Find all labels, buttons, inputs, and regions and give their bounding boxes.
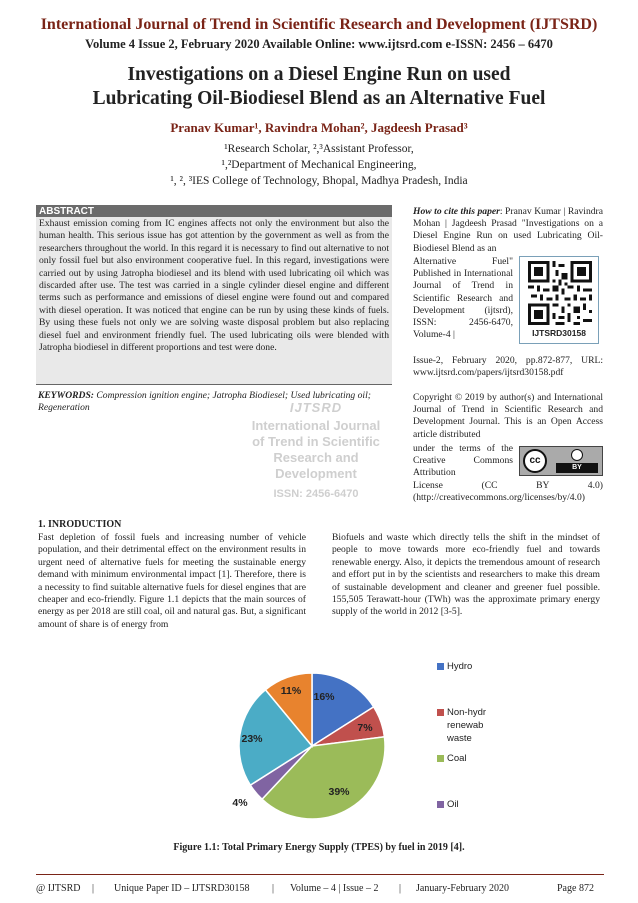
abstract-heading: ABSTRACT	[36, 205, 392, 217]
journal-watermark	[226, 400, 406, 525]
legend-swatch	[437, 755, 444, 762]
footer-paper-id: Unique Paper ID – IJTSRD30158	[114, 883, 250, 894]
watermark-issn: ISSN: 2456-6470	[273, 488, 359, 500]
pie-data-label: 39%	[328, 786, 350, 798]
copyright-text-narrow: under the terms of the Creative Commons Attribution	[413, 443, 513, 479]
legend-swatch	[437, 709, 444, 716]
citation-text-top: : Pranav Kumar | Ravindra Mohan | Jagdeesh Prasad "Investigations on a Diesel Engine Run on used Lubricating Oil-Biodiesel Blend as an	[413, 206, 603, 254]
footer-sep-2: |	[272, 883, 275, 894]
abstract-box	[36, 205, 392, 385]
footer-page: Page 872	[557, 883, 594, 894]
title-line-1: Investigations on a Diesel Engine Run on used	[127, 64, 511, 85]
citation-top	[413, 206, 603, 255]
pie-data-label: 23%	[241, 733, 263, 745]
citation-text-bottom: Issue-2, February 2020, pp.872-877, URL: www.ijtsrd.com/papers/ijtsrd30158.pdf	[413, 355, 603, 379]
watermark-line-2: of Trend in Scientific	[252, 434, 380, 449]
legend-label: waste	[447, 733, 472, 744]
footer-sep-1: |	[92, 883, 95, 894]
pie-data-label: 7%	[357, 722, 373, 734]
title-line-2: Lubricating Oil-Biodiesel Blend as an Alternative Fuel	[92, 88, 546, 109]
legend-label: Non-hydr	[447, 707, 487, 718]
pie-data-label: 16%	[313, 691, 335, 703]
footer-site: @ IJTSRD	[36, 883, 81, 894]
cc-icon: cc	[523, 449, 547, 473]
pie-data-label: 4%	[232, 797, 248, 809]
energy-supply-pie-chart	[220, 660, 420, 830]
copyright-text-bottom: License (CC BY 4.0) (http://creativecommons.org/licenses/by/4.0)	[413, 480, 603, 504]
affiliation-3: ¹, ², ³IES College of Technology, Bhopal, Madhya Pradesh, India	[170, 175, 468, 187]
affiliation-2: ¹,²Department of Mechanical Engineering,	[221, 159, 417, 171]
paper-title	[40, 63, 598, 111]
abstract-text: Exhaust emission coming from IC engines affects not only the environment but also the human health. This serious issue has got attention by the government as well as from the researchers throughout the world. In this regard it is necessary to find out alternative to not only fossil fuel but also environment cooperative fuel. In this regard, investigations were carried out by using Jatropha biodiesel and its blend with used lubricating oil which was discarded after use. The test was carried in a single cylinder diesel engine and different terms such as performance and emissions of diesel engine were found out and compared with diesel operation. It was noticed that engine can be run by using these kinds of fuels. By using these fuels not only we are solving waste disposal problem but also replacing diesel fuel and environment friendly fuel. The used lubricating oils were blended with Jatropha biodiesel in different proportions and test were done.	[39, 218, 389, 354]
keywords-label: KEYWORDS:	[38, 390, 94, 401]
authors: Pranav Kumar¹, Ravindra Mohan², Jagdeesh Prasad³	[170, 120, 468, 135]
affiliation-1: ¹Research Scholar, ²,³Assistant Professor,	[224, 143, 414, 155]
watermark-line-3: Research and	[273, 450, 359, 465]
legend-label: Hydro	[447, 661, 473, 672]
qr-code-box	[519, 256, 599, 344]
legend-label: Oil	[447, 799, 459, 810]
legend-label: renewab	[447, 720, 484, 731]
footer-rule	[36, 874, 604, 875]
issue-line: Volume 4 Issue 2, February 2020 Available Online: www.ijtsrd.com e-ISSN: 2456 – 6470	[85, 37, 553, 51]
copyright-text-top: Copyright © 2019 by author(s) and International Journal of Trend in Scientific Research and Development Journal. This is an Open Access article distributed	[413, 392, 603, 440]
section-heading-introduction: 1. INRODUCTION	[38, 519, 122, 530]
intro-left-column: Fast depletion of fossil fuels and increasing number of vehicle population, and their detrimental effect on the environment results in urgent need of alternative fuels for meeting the sustainable energy demand with minimum environmental impact [1]. Therefore, there is a necessity to find suitable alternative fuels for diesel engines that are cheaper and eco-friendly. Figure 1.1 depicts that the main sources of energy as per 2018 are still coal, oil and natural gas. But, a significant amount of share is of energy from	[38, 532, 306, 630]
cc-license-badge	[519, 446, 603, 476]
citation-text-narrow: Alternative Fuel" Published in International Journal of Trend in Scientific Research and Development (ijtsrd), ISSN: 2456-6470, Volume-4 |	[413, 256, 513, 341]
attribution-person-icon	[571, 449, 583, 461]
watermark-line-1: International Journal	[251, 418, 381, 433]
legend-swatch	[437, 801, 444, 808]
legend-swatch	[437, 663, 444, 670]
watermark-line-4: Development	[275, 466, 357, 481]
footer-volume: Volume – 4 | Issue – 2	[290, 883, 379, 894]
qr-paper-id: IJTSRD30158	[532, 328, 586, 338]
journal-name: International Journal of Trend in Scientific Research and Development (IJTSRD)	[40, 16, 598, 33]
intro-right-column: Biofuels and waste which directly tells the shift in the mindset of people to move towards more eco-friendly fuel and towards renewable energy. Also, it depicts the tremendous amount of research and effort put in by the scientists and researchers to make this dream of sustainable development and cleaner and greener fuel possible. 155,505 Terawatt-hour (TWh) was the approximate primary energy supply of the world in 2012 [3-5].	[332, 532, 600, 618]
footer-sep-3: |	[399, 883, 402, 894]
cc-by-label: BY	[556, 463, 598, 473]
figure-caption: Figure 1.1: Total Primary Energy Supply (TPES) by fuel in 2019 [4].	[173, 842, 465, 853]
citation-lead: How to cite this paper	[413, 206, 500, 217]
legend-label: Coal	[447, 753, 467, 764]
footer-date: January-February 2020	[416, 883, 510, 894]
keywords-text: Compression ignition engine; Jatropha Biodiesel; Used lubricating oil; Regeneration	[38, 390, 371, 414]
pie-data-label: 11%	[280, 685, 302, 697]
watermark-brand: IJTSRD	[289, 400, 343, 415]
qr-code-icon	[528, 261, 592, 325]
